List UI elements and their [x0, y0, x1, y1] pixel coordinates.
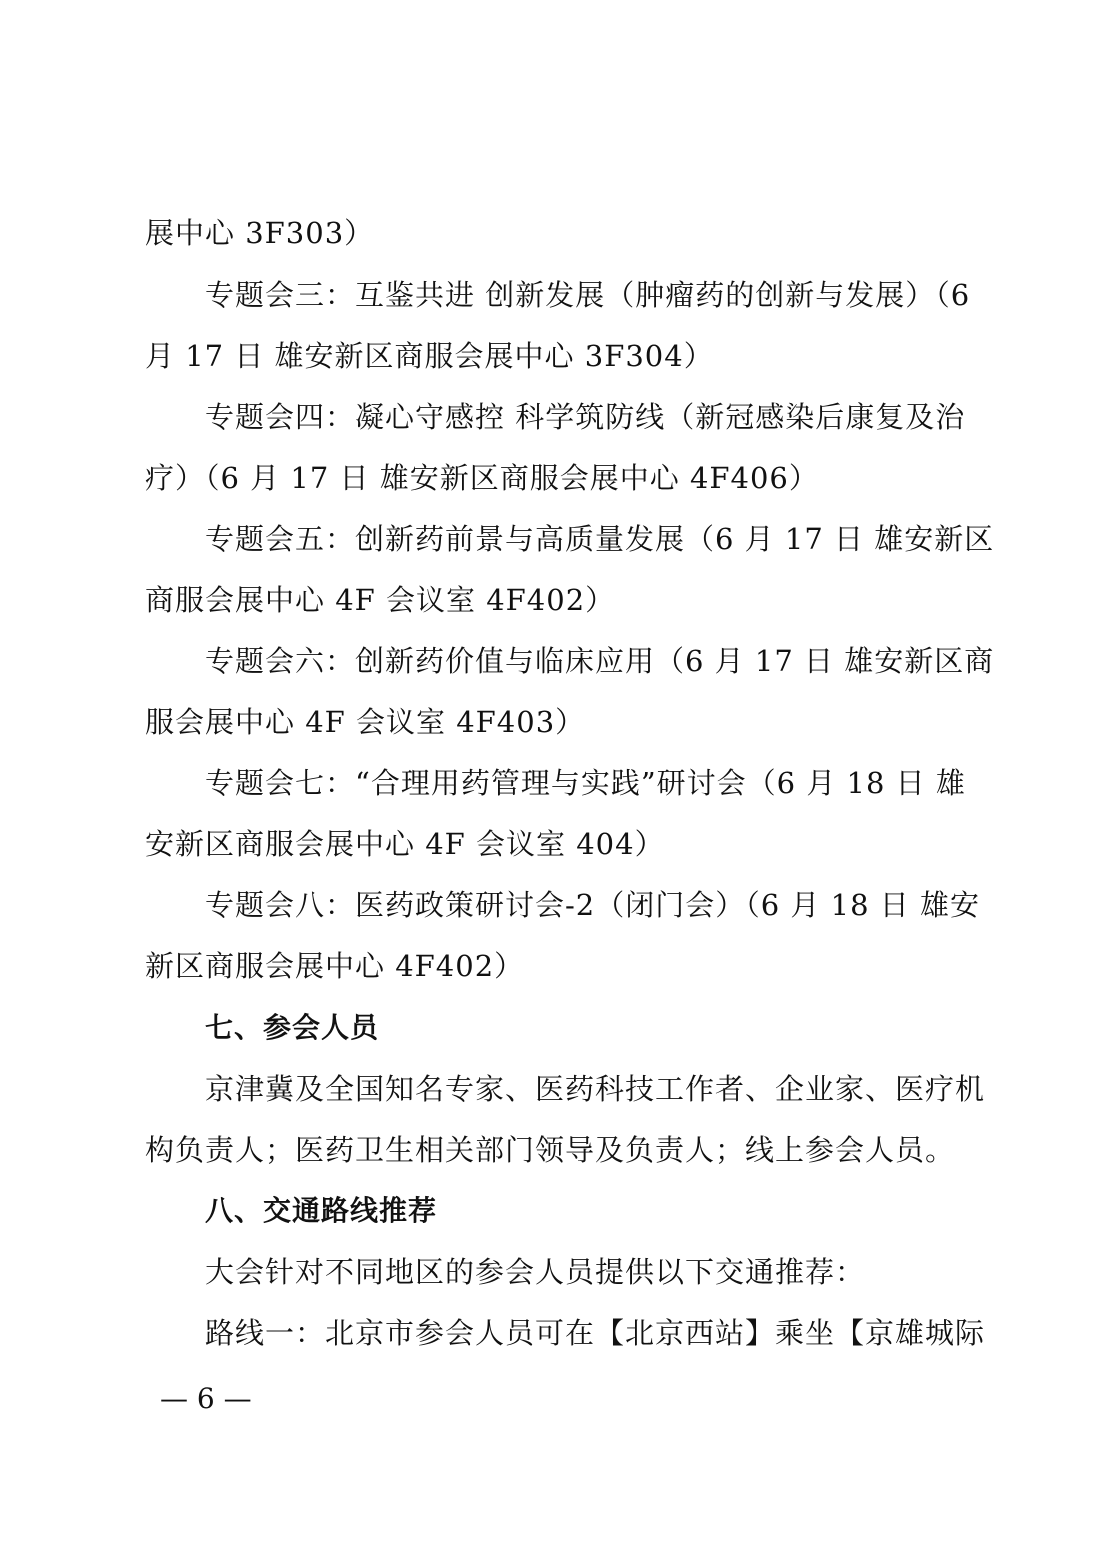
text-line: 疗）（6 月 17 日 雄安新区商服会展中心 4F406）	[145, 461, 819, 495]
text-line: 专题会五：创新药前景与高质量发展（6 月 17 日 雄安新区	[205, 522, 995, 556]
text-line: 专题会八：医药政策研讨会-2（闭门会）（6 月 18 日 雄安	[205, 888, 980, 922]
text-line: 专题会七：“合理用药管理与实践”研讨会（6 月 18 日 雄	[205, 766, 966, 800]
text-line: 大会针对不同地区的参会人员提供以下交通推荐：	[205, 1255, 866, 1289]
text-line: 安新区商服会展中心 4F 会议室 404）	[145, 827, 665, 861]
text-line: 商服会展中心 4F 会议室 4F402）	[145, 583, 616, 617]
text-line: 服会展中心 4F 会议室 4F403）	[145, 705, 586, 739]
text-line: 专题会三：互鉴共进 创新发展（肿瘤药的创新与发展）（6	[205, 278, 971, 312]
text-line: 路线一：北京市参会人员可在【北京西站】乘坐【京雄城际	[205, 1316, 986, 1350]
section-heading-transport: 八、交通路线推荐	[205, 1194, 438, 1227]
text-line: 专题会四：凝心守感控 科学筑防线（新冠感染后康复及治	[205, 400, 966, 434]
text-line: 构负责人；医药卫生相关部门领导及负责人；线上参会人员。	[145, 1133, 956, 1167]
text-line: 京津冀及全国知名专家、医药科技工作者、企业家、医疗机	[205, 1072, 986, 1106]
page-number: — 6 —	[160, 1382, 252, 1415]
text-line: 专题会六：创新药价值与临床应用（6 月 17 日 雄安新区商	[205, 644, 995, 678]
text-line: 新区商服会展中心 4F402）	[145, 949, 525, 983]
text-line: 月 17 日 雄安新区商服会展中心 3F304）	[145, 339, 714, 373]
section-heading-attendees: 七、参会人员	[205, 1011, 380, 1044]
text-line: 展中心 3F303）	[145, 216, 375, 250]
